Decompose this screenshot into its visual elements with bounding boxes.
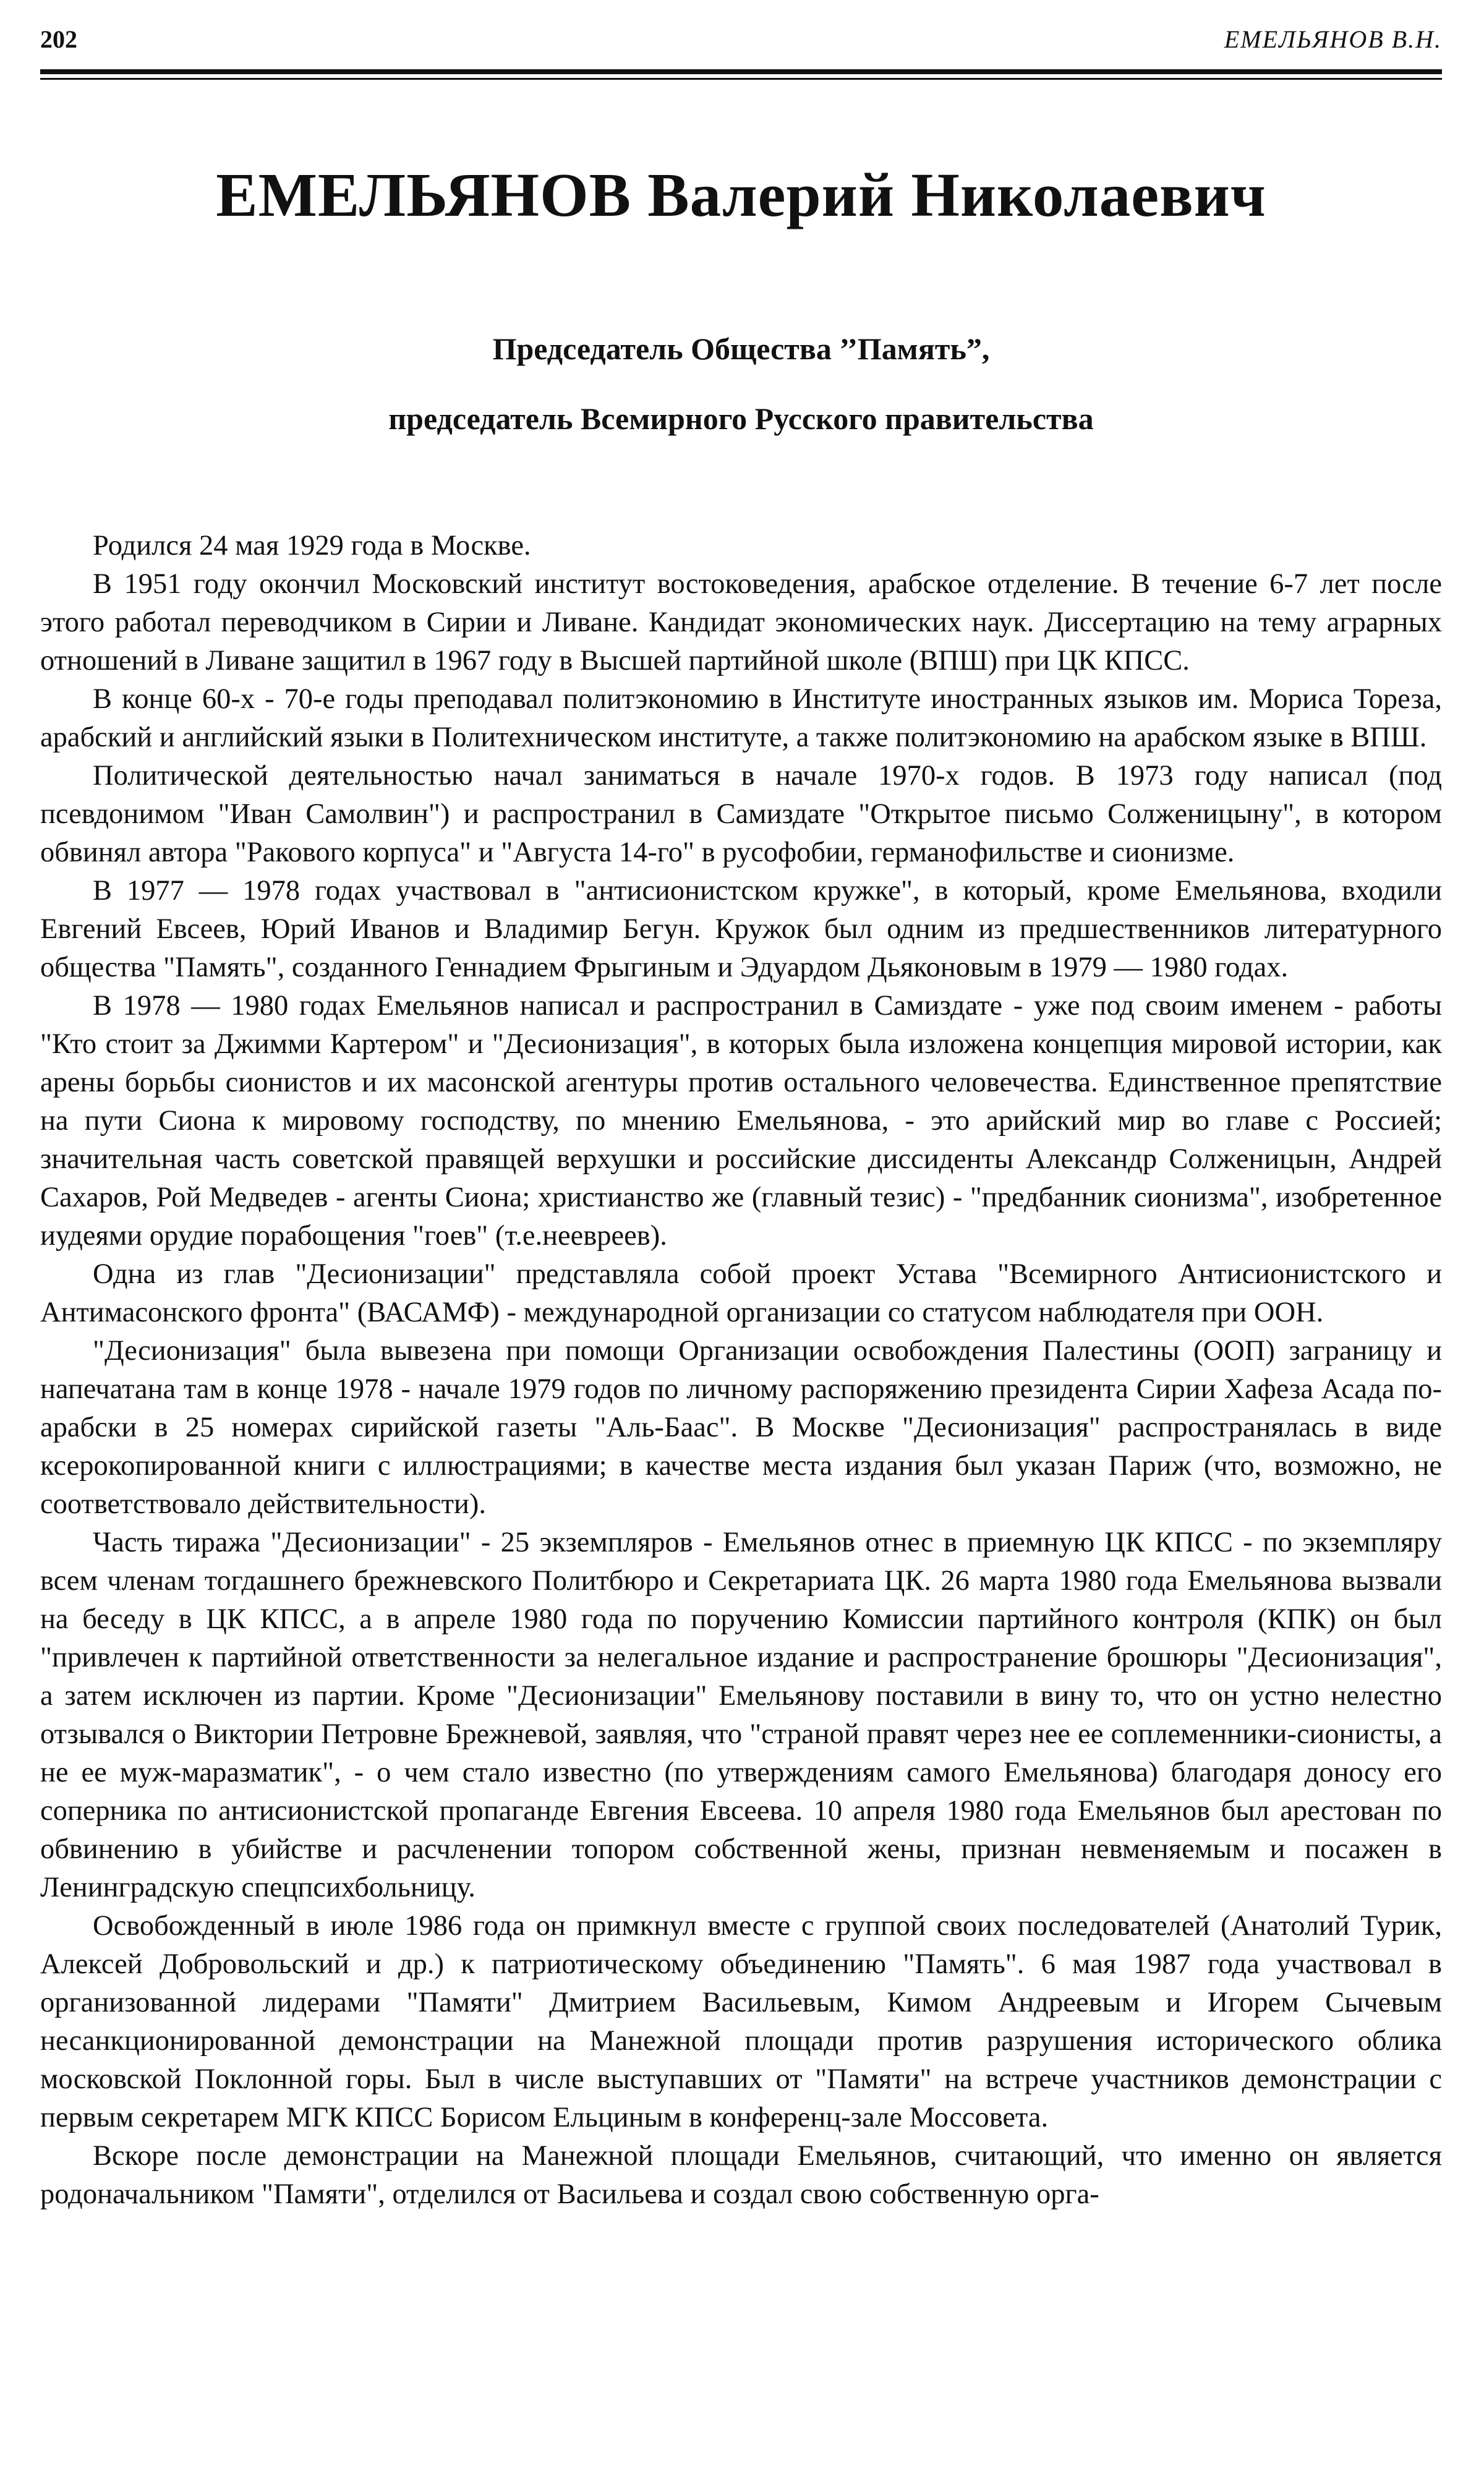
running-header <box>40 0 1442 68</box>
paragraph-antizionist-circle: В 1977 — 1978 годах участвовал в "антисионистском кружке", в который, кроме Емельянова, входили Евгений Евсеев, Юрий Иванов и Владимир Бегун. Кружок был одним из предшественников литературного общества "Память", созданного Геннадием Фрыгиным и Эдуардом Дьяконовым в 1979 — 1980 годах. <box>40 875 1442 984</box>
paragraph-education: В 1951 году окончил Московский институт востоковедения, арабское отделение. В течение 6-7 лет после этого работал переводчиком в Сирии и Ливане. Кандидат экономических наук. Диссертацию на тему аграрных отношений в Ливане защитил в 1967 году в Высшей партийной школе (ВПШ) при ЦК КПСС. <box>40 568 1442 677</box>
paragraph-political-start: Политической деятельностью начал заниматься в начале 1970-х годов. В 1973 году написал (под псевдонимом "Иван Самолвин") и распространил в Самиздате "Открытое письмо Солженицыну", в котором обвинял автора "Ракового корпуса" и "Августа 14-го" в русофобии, германофильстве и сионизме. <box>40 760 1442 869</box>
subtitle <box>40 314 1442 454</box>
subtitle-line-1: Председатель Общества ’’Память”, <box>492 331 990 367</box>
header-rule-thick <box>40 69 1442 74</box>
article-body <box>40 527 1442 2214</box>
paragraph-vasamf: Одна из глав "Десионизации" представляла собой проект Устава "Всемирного Антисионистского и Антимасонского фронта" (ВАСАМФ) - международной организации со статусом наблюдателя при ООН. <box>40 1258 1442 1329</box>
paragraph-teaching: В конце 60-х - 70-е годы преподавал политэкономию в Институте иностранных языков им. Мориса Тореза, арабский и английский языки в Политехническом институте, а также политэкономию на арабском языке в ВПШ. <box>40 683 1442 754</box>
paragraph-pamyat: Освобожденный в июле 1986 года он примкнул вместе с группой своих последователей (Анатолий Турик, Алексей Добровольский и др.) к патриотическому объединению "Память". 6 мая 1987 года участвовал в организованной лидерами "Памяти" Дмитрием Васильевым, Кимом Андреевым и Игорем Сычевым несанкционированной демонстрации на Манежной площади против разрушения исторического облика московской Поклонной горы. Был в числе выступавших от "Памяти" на встрече участников демонстрации с первым секретарем МГК КПСС Борисом Ельциным в конференц-зале Моссовета. <box>40 1910 1442 2134</box>
paragraph-publication: "Десионизация" была вывезена при помощи Организации освобождения Палестины (ООП) заграницу и напечатана там в конце 1978 - начале 1979 годов по личному распоряжению президента Сирии Хафеза Асада по-арабски в 25 номерах сирийской газеты "Аль-Баас". В Москве "Десионизация" распространялась в виде ксерокопированной книги с иллюстрациями; в качестве места издания был указан Париж (что, возможно, не соответствовало действительности). <box>40 1335 1442 1521</box>
paragraph-split: Вскоре после демонстрации на Манежной площади Емельянов, считающий, что именно он является родоначальником "Памяти", отделился от Васильева и создал свою собственную орга- <box>40 2140 1442 2211</box>
running-title: ЕМЕЛЬЯНОВ В.Н. <box>1224 25 1442 53</box>
paragraph-desionization-works: В 1978 — 1980 годах Емельянов написал и распространил в Самиздате - уже под своим именем - работы "Кто стоит за Джимми Картером" и "Десионизация", в которых была изложена концепция мировой истории, как арены борьбы сионистов и их масонской агентуры против остального человечества. Единственное препятствие на пути Сиона к мировому господству, по мнению Емельянова, - это арийский мир во главе с Россией; значительная часть советской правящей верхушки и российские диссиденты Александр Солженицын, Андрей Сахаров, Рой Медведев - агенты Сиона; христианство же (главный тезис) - "предбанник сионизма", изобретенное иудеями орудие порабощения "гоев" (т.е.неевреев). <box>40 990 1442 1252</box>
paragraph-birth: Родился 24 мая 1929 года в Москве. <box>93 530 531 562</box>
header-rule-thin <box>40 78 1442 80</box>
page-number: 202 <box>40 25 77 53</box>
subtitle-line-2: председатель Всемирного Русского правительства <box>388 401 1094 437</box>
paragraph-expulsion-arrest: Часть тиража "Десионизации" - 25 экземпляров - Емельянов отнес в приемную ЦК КПСС - по экземпляру всем членам тогдашнего брежневского Политбюро и Секретариата ЦК. 26 марта 1980 года Емельянова вызвали на беседу в ЦК КПСС, а в апреле 1980 года по поручению Комиссии партийного контроля (КПК) он был "привлечен к партийной ответственности за нелегальное издание и распространение брошюры "Десионизация", а затем исключен из партии. Кроме "Десионизации" Емельянову поставили в вину то, что он устно нелестно отзывался о Виктории Петровне Брежневой, заявляя, что "страной правят через нее ее соплеменники-сионисты, а не ее муж-маразматик", - о чем стало известно (по утверждениям самого Емельянова) благодаря доносу его соперника по антисионистской пропаганде Евгения Евсеева. 10 апреля 1980 года Емельянов был арестован по обвинению в убийстве и расчленении топором собственной жены, признан невменяемым и посажен в Ленинградскую спецпсихбольницу. <box>40 1527 1442 1904</box>
article-title: ЕМЕЛЬЯНОВ Валерий Николаевич <box>216 160 1266 229</box>
